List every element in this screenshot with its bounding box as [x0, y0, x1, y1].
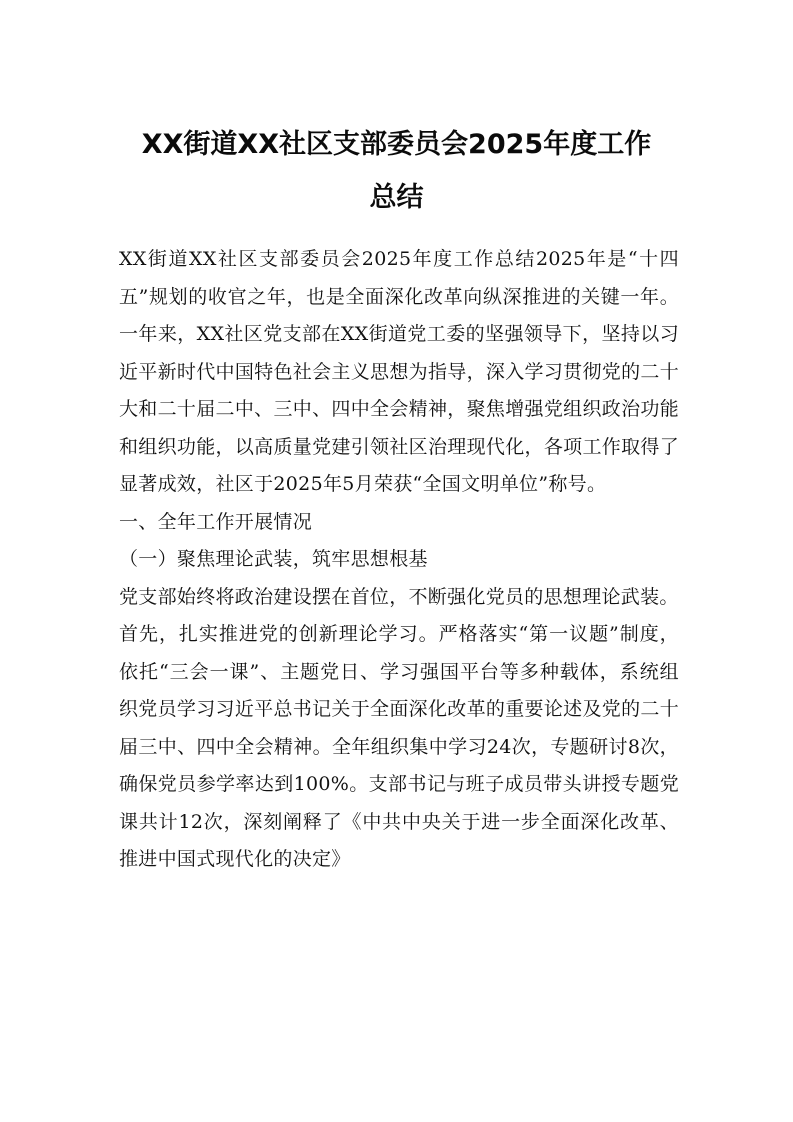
- body-paragraph-1: 党支部始终将政治建设摆在首位，不断强化党员的思想理论武装。: [119, 585, 679, 608]
- body-paragraph-2: 首先，扎实推进党的创新理论学习。严格落实“第一议题”制度，依托“三会一课”、主题党日、学习强国平台等多种载体，系统组织党员学习习近平总书记关于全面深化改革的重要论述及党的二十届三中、四中全会精神。全年组织集中学习24次，专题研讨8次，确保党员参学率达到100%。支部书记与班子成员带头讲授专题党课共计12次，深刻阐释了《中共中央关于进一步全面深化改革、推进中国式现代化的决定》: [119, 623, 679, 870]
- title-line-1: XX街道XX社区支部委员会2025年度工作: [141, 129, 652, 160]
- document-title: [100, 118, 693, 224]
- subsection-heading-1: （一）聚焦理论武装，筑牢思想根基: [119, 548, 428, 570]
- title-line-2: 总结: [369, 182, 424, 213]
- section-heading-1: 一、全年工作开展情况: [119, 510, 313, 533]
- document-body: [119, 241, 679, 879]
- intro-paragraph: XX街道XX社区支部委员会2025年度工作总结2025年是“十四五”规划的收官之年，也是全面深化改革向纵深推进的关键一年。一年来，XX社区党支部在XX街道党工委的坚强领导下，坚持以习近平新时代中国特色社会主义思想为指导，深入学习贯彻党的二十大和二十届二中、三中、四中全会精神，聚焦增强党组织政治功能和组织功能，以高质量党建引领社区治理现代化，各项工作取得了显著成效，社区于2025年5月荣获“全国文明单位”称号。: [119, 248, 679, 495]
